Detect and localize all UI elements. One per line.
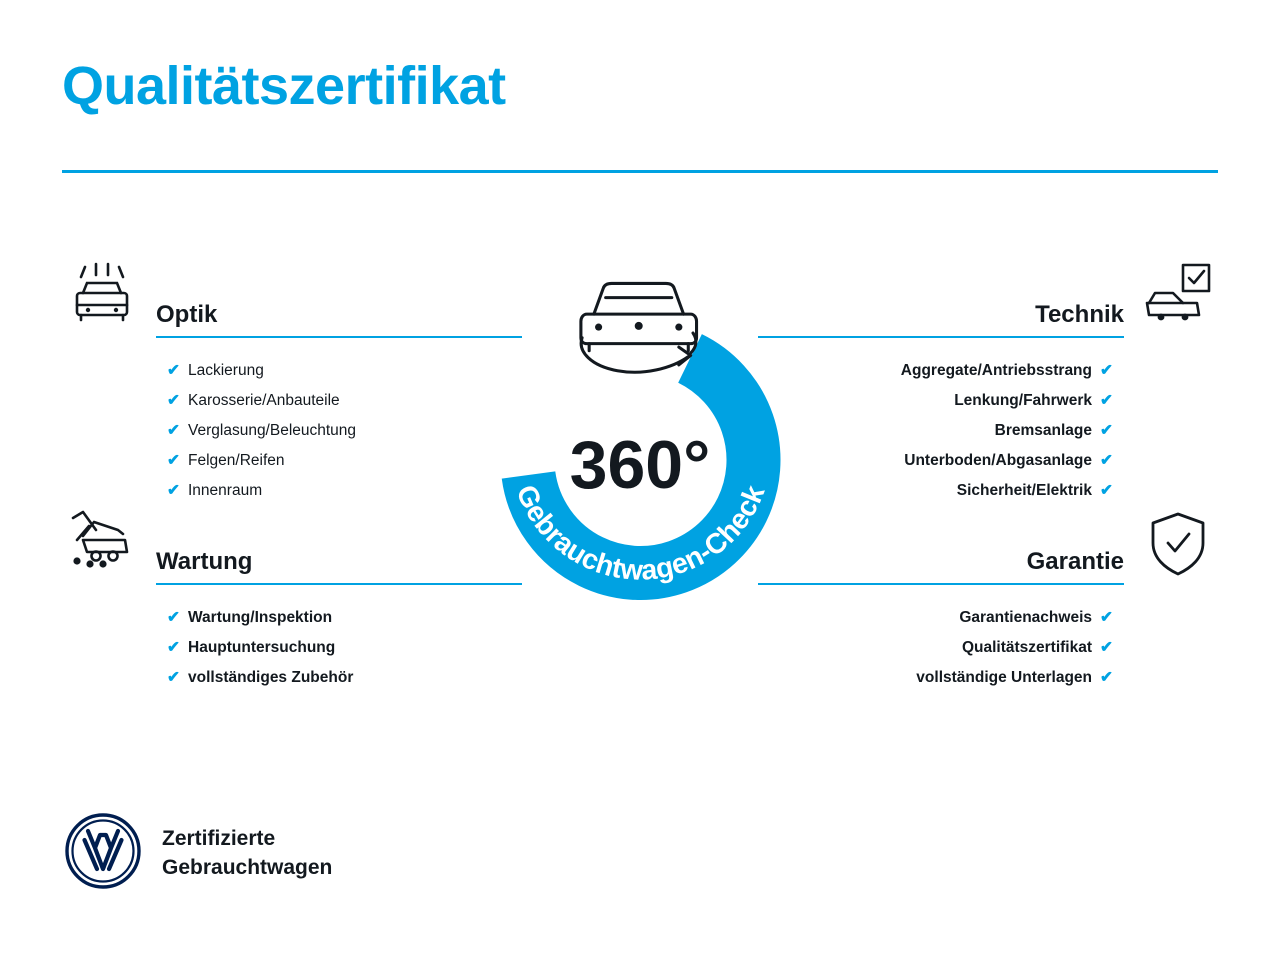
- shield-check-icon: [1138, 505, 1218, 585]
- check-icon: ✔: [1100, 392, 1113, 409]
- car-checklist-icon: [1138, 258, 1218, 338]
- check-icon: ✔: [1100, 452, 1113, 469]
- section-garantie: [758, 505, 1218, 693]
- check-icon: ✔: [167, 669, 180, 686]
- list-item-label: Lenkung/Fahrwerk: [954, 392, 1092, 409]
- checklist-garantie: [758, 603, 1218, 693]
- list-item-label: Unterboden/Abgasanlage: [904, 452, 1092, 469]
- checklist-technik: [758, 356, 1218, 506]
- list-item-label: Innenraum: [188, 482, 263, 499]
- section-header: [758, 505, 1218, 585]
- list-item-label: Karosserie/Anbauteile: [188, 392, 340, 409]
- car-wash-icon: [62, 258, 142, 338]
- section-title: Optik: [156, 300, 218, 328]
- list-item-label: Bremsanlage: [994, 422, 1092, 439]
- footer-line-2: Gebrauchtwagen: [162, 855, 333, 879]
- check-icon: ✔: [1100, 362, 1113, 379]
- section-title: Wartung: [156, 547, 253, 575]
- list-item-label: Garantienachweis: [959, 609, 1092, 626]
- list-item-label: vollständiges Zubehör: [188, 669, 354, 686]
- check-icon: ✔: [167, 422, 180, 439]
- list-item-label: vollständige Unterlagen: [916, 669, 1092, 686]
- check-icon: ✔: [167, 482, 180, 499]
- check-icon: ✔: [167, 362, 180, 379]
- check-icon: ✔: [167, 452, 180, 469]
- check-icon: ✔: [1100, 609, 1113, 626]
- list-item-label: Felgen/Reifen: [188, 452, 285, 469]
- check-icon: ✔: [1100, 639, 1113, 656]
- checklist-wartung: [62, 603, 522, 693]
- list-item-label: Sicherheit/Elektrik: [956, 482, 1092, 499]
- list-item-label: Hauptuntersuchung: [188, 639, 336, 656]
- footer-line-1: Zertifizierte: [162, 827, 276, 851]
- car-lift-icon: [62, 505, 142, 585]
- list-item-label: Qualitätszertifikat: [961, 639, 1092, 656]
- section-header: [62, 258, 522, 338]
- check-icon: ✔: [167, 639, 180, 656]
- list-item-label: Lackierung: [188, 362, 264, 379]
- check-icon: ✔: [1100, 482, 1113, 499]
- title-divider: [62, 170, 1218, 173]
- check-icon: ✔: [167, 609, 180, 626]
- section-header: [758, 258, 1218, 338]
- section-wartung: [62, 505, 522, 693]
- check-icon: ✔: [167, 392, 180, 409]
- section-header: [62, 505, 522, 585]
- vw-logo: [64, 812, 142, 895]
- section-title: Garantie: [1026, 547, 1124, 575]
- section-optik: [62, 258, 522, 506]
- check-icon: ✔: [1100, 669, 1113, 686]
- gebrauchtwagen-check-badge: [463, 250, 818, 640]
- arc-label: Gebrauchtwagen-Check: [509, 480, 772, 588]
- footer-branding: [64, 812, 332, 895]
- degrees-label: 360°: [569, 427, 711, 503]
- checklist-optik: [62, 356, 522, 506]
- section-technik: [758, 258, 1218, 506]
- footer-text: [162, 825, 332, 882]
- list-item-label: Wartung/Inspektion: [188, 609, 333, 626]
- check-icon: ✔: [1100, 422, 1113, 439]
- list-item-label: Aggregate/Antriebsstrang: [900, 362, 1092, 379]
- list-item: [167, 663, 522, 693]
- page-title: Qualitätszertifikat: [62, 56, 506, 116]
- list-item-label: Verglasung/Beleuchtung: [188, 422, 357, 439]
- list-item: [758, 663, 1113, 693]
- section-title: Technik: [1035, 300, 1124, 328]
